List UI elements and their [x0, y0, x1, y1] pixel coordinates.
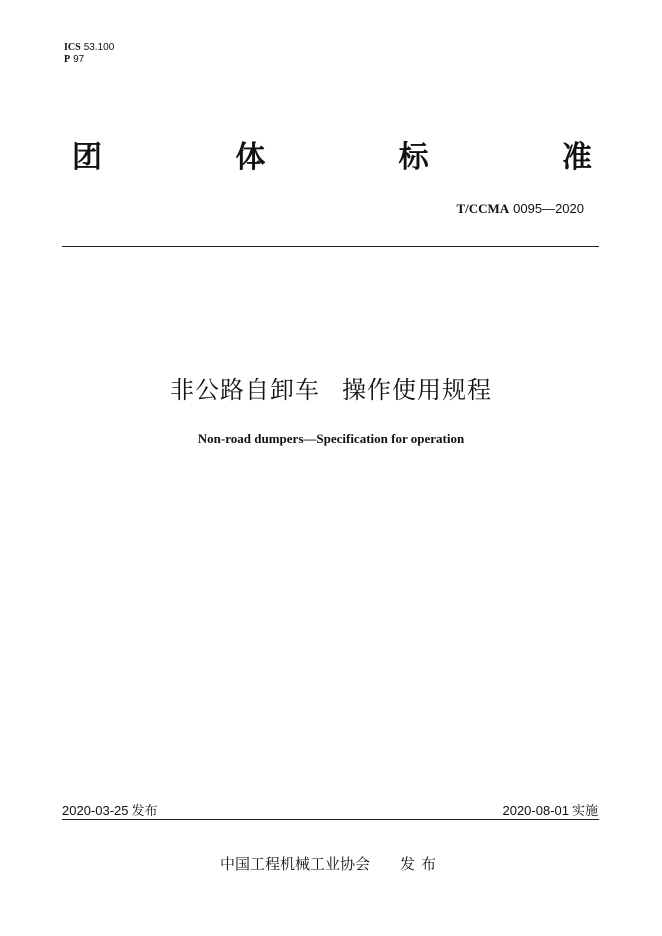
standard-type-char-4: 准 [561, 140, 592, 175]
standard-type-char-2: 体 [235, 140, 266, 175]
ccs-label: P [64, 54, 71, 65]
standard-code-number: 0095—2020 [513, 201, 584, 216]
standard-type-heading [72, 132, 592, 176]
issue-date [62, 800, 158, 819]
implementation-date-value: 2020-08-01 [502, 803, 569, 818]
standard-type-char-1: 团 [72, 140, 102, 175]
implementation-date [502, 800, 598, 819]
chinese-title [0, 370, 662, 405]
english-title: Non-road dumpers—Specification for operation [197, 431, 465, 446]
ccs-row [64, 54, 114, 66]
top-divider [62, 246, 599, 247]
standard-code-prefix: T/CCMA [456, 201, 510, 216]
bottom-divider [62, 819, 599, 820]
standard-code [456, 201, 584, 217]
ics-value: 53.100 [83, 42, 115, 53]
standard-type-char-3: 标 [398, 140, 429, 175]
chinese-title-part-1: 非公路自卸车 [170, 376, 320, 404]
publisher-action: 发布 [400, 855, 443, 873]
implementation-date-word: 实施 [571, 804, 598, 819]
chinese-title-part-2: 操作使用规程 [342, 376, 492, 404]
publisher-line [0, 853, 662, 874]
ccs-value: 97 [73, 54, 85, 65]
issue-date-value: 2020-03-25 [62, 803, 129, 818]
ics-label: ICS [64, 42, 81, 53]
classification-block [64, 42, 114, 66]
ics-row [64, 42, 114, 54]
publisher-name: 中国工程机械工业协会 [219, 855, 370, 873]
issue-date-word: 发布 [131, 804, 158, 819]
